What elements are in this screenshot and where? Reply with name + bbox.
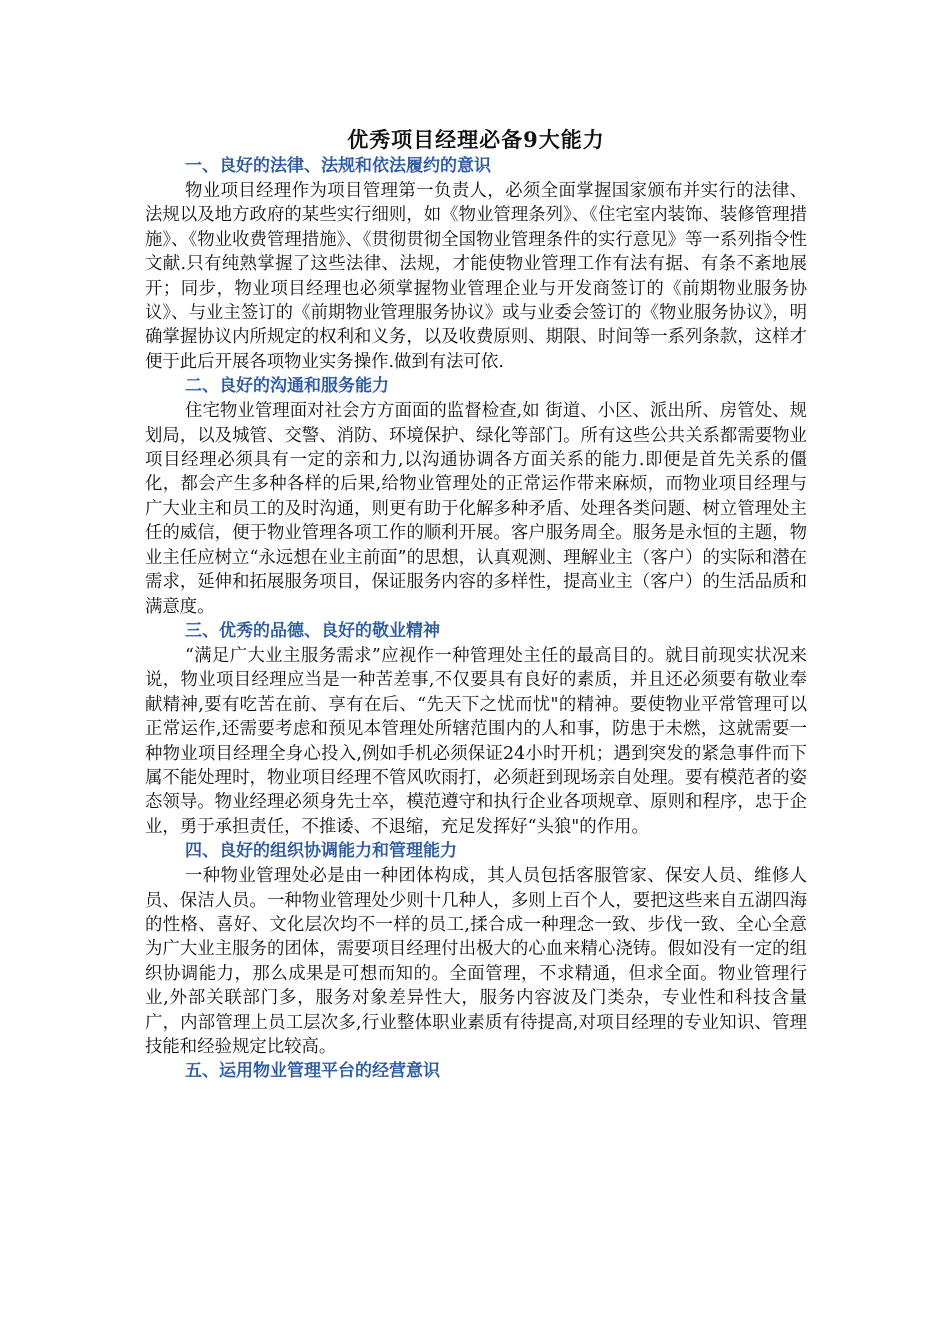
section-body-1: 物业项目经理作为项目管理第一负责人，必须全面掌握国家颁布并实行的法律、法规以及地方政府的某些实行细则，如《物业管理条列》、《住宅室内装饰、装修管理措施》、《物业收费管理措施》、《贯彻贯彻全国物业管理条件的实行意见》等一系列指令性文献.只有纯熟掌握了这些法律、法规，才能使物业管理工作有法有据、有条不紊地展开；同步，物业项目经理也必须掌握物业管理企业与开发商签订的《前期物业服务协议》、与业主签订的《前期物业管理服务协议》或与业委会签订的《物业服务协议》，明确掌握协议内所规定的权利和义务，以及收费原则、期限、时间等一系列条款，这样才便于此后开展各项物业实务操作.做到有法可依. — [145, 181, 807, 372]
section-body-3: “满足广大业主服务需求”应视作一种管理处主任的最高目的。就目前现实状况来说，物业项目经理应当是一种苦差事,不仅要具有良好的素质，并且还必须要有敬业奉献精神,要有吃苦在前、享有在后、“先天下之忧而忧"的精神。要使物业平常管理可以正常运作,还需要考虑和预见本管理处所辖范围内的人和事，防患于未燃，这就需要一种物业项目经理全身心投入,例如手机必须保证24小时开机；遇到突发的紧急事件而下属不能处理时，物业项目经理不管风吹雨打，必须赶到现场亲自处理。要有模范者的姿态领导。物业经理必须身先士卒，模范遵守和执行企业各项规章、原则和程序，忠于企业，勇于承担责任，不推诿、不退缩，充足发挥好“头狼"的作用。 — [145, 645, 807, 837]
document-page — [145, 126, 807, 1084]
section-heading-2: 二、良好的沟通和服务能力 — [185, 376, 389, 397]
document-title: 优秀项目经理必备9大能力 — [347, 127, 605, 152]
section-heading-3: 三、优秀的品德、良好的敬业精神 — [185, 620, 440, 641]
section-body-4: 一种物业管理处必是由一种团体构成，其人员包括客服管家、保安人员、维修人员、保洁人员。一种物业管理处少则十几种人，多则上百个人，要把这些来自五湖四海的性格、喜好、文化层次均不一样的员工,揉合成一种理念一致、步伐一致、全心全意为广大业主服务的团体，需要项目经理付出极大的心血来精心浇铸。假如没有一定的组织协调能力，那么成果是可想而知的。全面管理，不求精通，但求全面。物业管理行业,外部关联部门多，服务对象差异性大，服务内容波及门类杂，专业性和科技含量广，内部管理上员工层次多,行业整体职业素质有待提高,对项目经理的专业知识、管理技能和经验规定比较高。 — [145, 866, 807, 1057]
section-heading-1: 一、良好的法律、法规和依法履约的意识 — [185, 156, 491, 176]
section-body-2: 住宅物业管理面对社会方方面面的监督检查,如 街道、小区、派出所、房管处、规划局，以及城管、交警、消防、环境保护、绿化等部门。所有这些公共关系都需要物业项目经理必须具有一定的亲和力,以沟通协调各方面关系的能力.即便是首先关系的僵化，都会产生多种各样的后果,给物业管理处的正常运作带来麻烦，而物业项目经理与广大业主和员工的及时沟通，则更有助于化解多种矛盾、处理各类问题、树立管理处主任的威信，便于物业管理各项工作的顺利开展。客户服务周全。服务是永恒的主题，物业主任应树立“永远想在业主前面”的思想，认真观测、理解业主（客户）的实际和潜在需求，延伸和拓展服务项目，保证服务内容的多样性，提高业主（客户）的生活品质和满意度。 — [145, 401, 807, 617]
section-heading-4: 四、良好的组织协调能力和管理能力 — [185, 841, 457, 862]
section-heading-5: 五、运用物业管理平台的经营意识 — [185, 1061, 440, 1082]
